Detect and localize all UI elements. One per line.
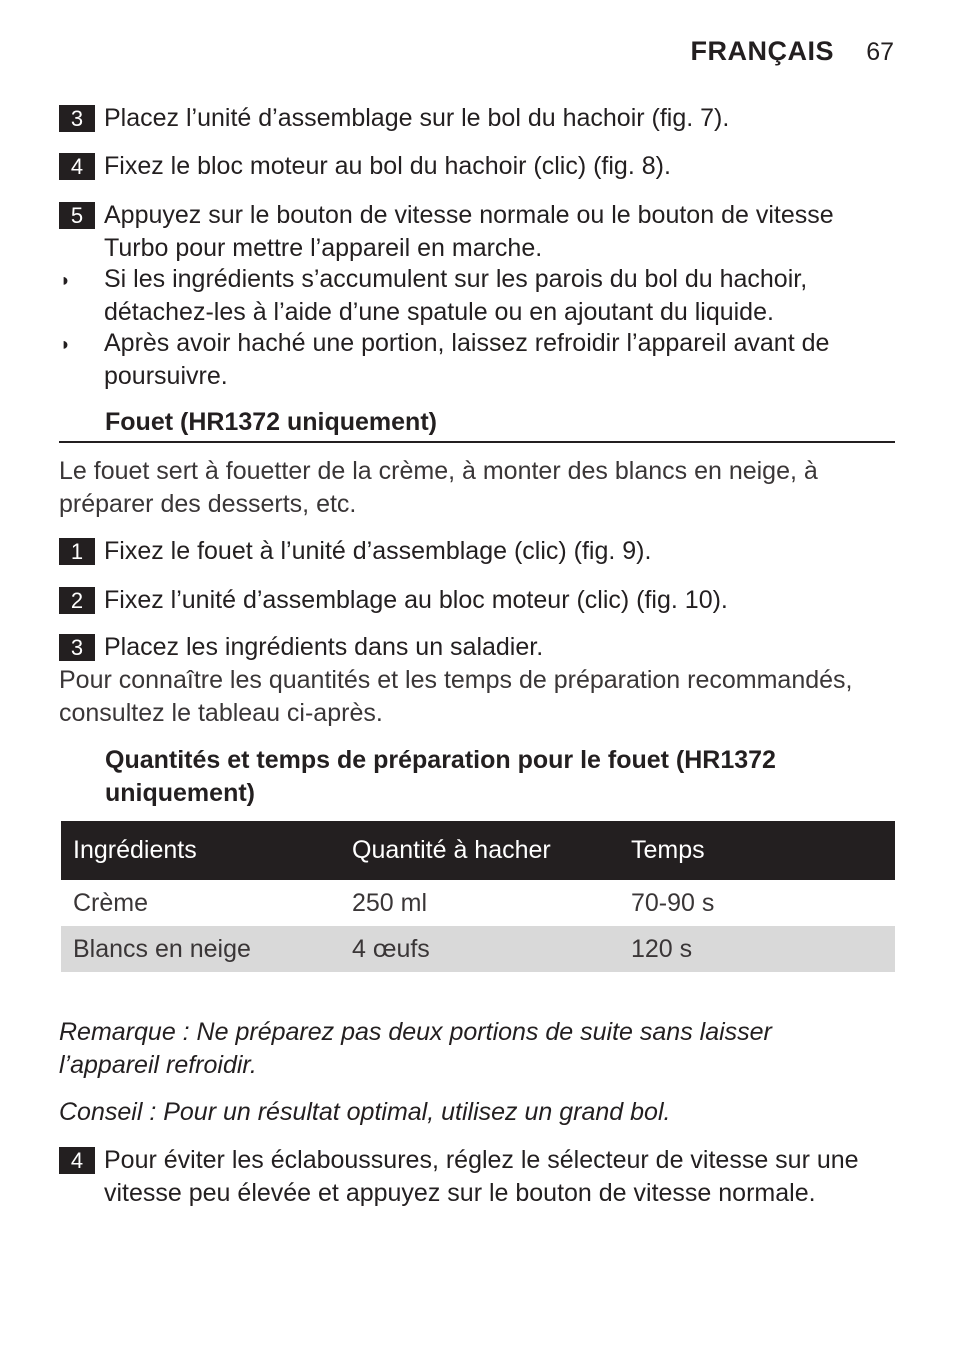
step-note: Pour connaître les quantités et les temps de préparation recommandés, consultez le tableau ci-après. bbox=[59, 666, 853, 727]
step-text: Fixez le fouet à l’unité d’assemblage (clic) (fig. 9). bbox=[104, 537, 652, 565]
step-number-badge: 3 bbox=[59, 105, 95, 132]
section-language-heading: FRANÇAIS bbox=[690, 36, 834, 66]
table-cell: 120 s bbox=[619, 926, 895, 972]
column-header: Ingrédients bbox=[61, 821, 340, 880]
table-header-row bbox=[61, 821, 895, 880]
table-row bbox=[61, 926, 895, 972]
section-title: Fouet (HR1372 uniquement) bbox=[105, 408, 437, 436]
step-number-badge: 4 bbox=[59, 153, 95, 180]
tip-note: Conseil : Pour un résultat optimal, utilisez un grand bol. bbox=[59, 1098, 671, 1126]
section-divider bbox=[59, 441, 895, 443]
column-header: Temps bbox=[619, 821, 895, 880]
step-number-badge: 3 bbox=[59, 634, 95, 661]
table-cell: Crème bbox=[73, 888, 149, 917]
bullet-text: Si les ingrédients s’accumulent sur les parois du bol du hachoir, détachez-les à l’aide d’une spatule ou en ajoutant du liquide. bbox=[104, 265, 808, 326]
section-intro: Le fouet sert à fouetter de la crème, à monter des blancs en neige, à préparer des desserts, etc. bbox=[59, 457, 818, 518]
table-cell: 4 œufs bbox=[340, 926, 619, 972]
table-cell: 70-90 s bbox=[631, 888, 715, 917]
bullet-text: Après avoir haché une portion, laissez refroidir l’appareil avant de poursuivre. bbox=[104, 329, 830, 390]
step-text: Placez l’unité d’assemblage sur le bol du hachoir (fig. 7). bbox=[104, 104, 730, 132]
step-text: Appuyez sur le bouton de vitesse normale ou le bouton de vitesse Turbo pour mettre l’appareil en marche. bbox=[104, 201, 834, 262]
step-number-badge: 5 bbox=[59, 202, 95, 229]
table-row bbox=[61, 880, 895, 926]
column-header: Quantité à hacher bbox=[340, 821, 619, 880]
step-text: Pour éviter les éclaboussures, réglez le sélecteur de vitesse sur une vitesse peu élevée et appuyez sur le bouton de vitesse normale. bbox=[104, 1146, 859, 1207]
table-cell: Blancs en neige bbox=[61, 926, 340, 972]
table-title: Quantités et temps de préparation pour le fouet (HR1372 uniquement) bbox=[105, 746, 776, 807]
bullet-icon: ◗ bbox=[60, 270, 71, 290]
bullet-icon: ◗ bbox=[60, 334, 71, 354]
step-text: Fixez le bloc moteur au bol du hachoir (clic) (fig. 8). bbox=[104, 152, 671, 180]
quantities-table bbox=[61, 821, 895, 972]
remark-note: Remarque : Ne préparez pas deux portions de suite sans laisser l’appareil refroidir. bbox=[59, 1018, 772, 1079]
table-cell: 250 ml bbox=[352, 888, 428, 917]
step-number-badge: 1 bbox=[59, 538, 95, 565]
step-text: Placez les ingrédients dans un saladier. bbox=[104, 633, 544, 661]
step-number-badge: 2 bbox=[59, 587, 95, 614]
step-text: Fixez l’unité d’assemblage au bloc moteur (clic) (fig. 10). bbox=[104, 586, 728, 614]
step-number-badge: 4 bbox=[59, 1147, 95, 1174]
page-number: 67 bbox=[866, 38, 894, 66]
